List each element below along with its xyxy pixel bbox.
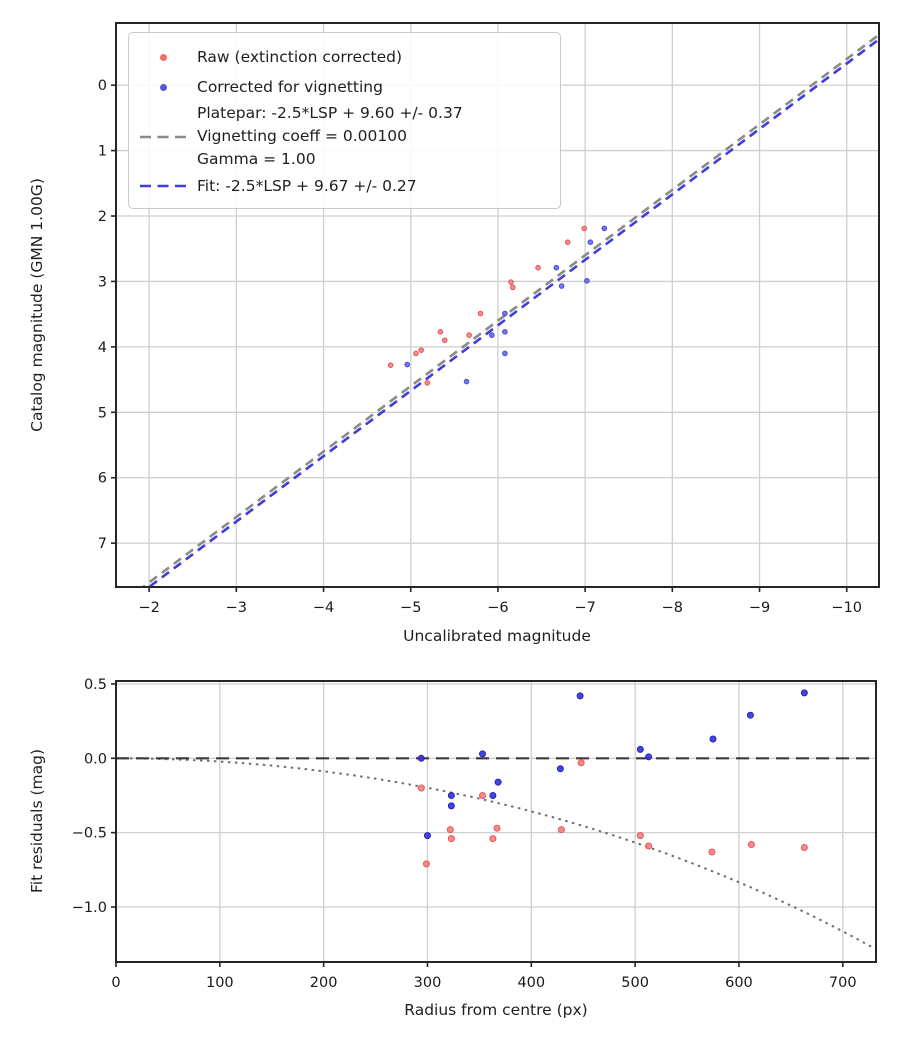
corrected-point — [405, 362, 410, 367]
vignetting-curve — [116, 758, 876, 949]
corrected-residual-point — [418, 755, 424, 761]
top-plot-ytick-label: 6 — [97, 470, 107, 487]
legend-corrected-label: Corrected for vignetting — [197, 77, 383, 96]
corrected-residual-point — [448, 803, 454, 809]
top-plot-xtick-label: −3 — [225, 600, 248, 616]
top-plot-xtick-label: −2 — [138, 600, 160, 616]
top-plot-ytick-label: 4 — [97, 339, 107, 356]
top-plot-xtick-label: −9 — [748, 600, 771, 616]
top-plot-ytick-label: 1 — [97, 143, 107, 160]
legend-row-corrected — [129, 72, 560, 102]
corrected-point — [503, 311, 508, 316]
raw-residual-point — [494, 825, 500, 831]
corrected-residual-point — [557, 766, 563, 772]
bottom-ylabel: Fit residuals (mag) — [28, 748, 46, 894]
corrected-residual-point — [448, 792, 454, 798]
raw-point — [425, 381, 430, 386]
raw-residual-point — [801, 845, 807, 851]
bottom-plot-ytick-label: −1.0 — [71, 899, 107, 916]
corrected-residual-point — [424, 833, 430, 839]
legend-raw-label: Raw (extinction corrected) — [197, 47, 403, 66]
top-plot-xtick-label: −10 — [831, 600, 863, 616]
raw-residual-point — [448, 836, 454, 842]
platepar-dashed-line-icon — [129, 135, 197, 139]
raw-point — [442, 338, 447, 343]
bottom-plot-grid — [116, 681, 876, 962]
raw-residual-point — [558, 827, 564, 833]
corrected-marker-icon — [129, 84, 197, 91]
top-plot-xtick-label: −4 — [312, 600, 335, 616]
raw-residual-point — [709, 849, 715, 855]
corrected-residual-point — [747, 712, 753, 718]
raw-point — [388, 363, 393, 368]
corrected-residual-point — [495, 779, 501, 785]
top-plot-xtick-label: −6 — [487, 600, 509, 616]
raw-point — [510, 285, 515, 290]
bottom-plot-xtick-label: 600 — [725, 975, 753, 991]
bottom-plot-lines — [116, 758, 876, 949]
corrected-residual-point — [490, 792, 496, 798]
bottom-plot-xtick-label: 500 — [621, 975, 649, 991]
top-plot-xtick-label: −5 — [400, 600, 422, 616]
raw-point — [467, 333, 472, 338]
corrected-residual-point — [577, 693, 583, 699]
raw-point — [478, 311, 483, 316]
raw-point — [509, 280, 514, 285]
corrected-residual-point — [801, 690, 807, 696]
legend-row-fit — [129, 171, 560, 201]
raw-point — [582, 226, 587, 231]
raw-residual-point — [490, 836, 496, 842]
top-xlabel: Uncalibrated magnitude — [403, 627, 591, 645]
top-plot-ytick-label: 2 — [97, 209, 107, 226]
bottom-plot-ytick-label: −0.5 — [71, 825, 107, 842]
bottom-plot-ytick-label: 0.0 — [83, 751, 107, 768]
raw-residual-point — [646, 843, 652, 849]
top-plot-ytick-label: 5 — [97, 405, 107, 422]
raw-residual-point — [748, 842, 754, 848]
bottom-plot-points — [418, 690, 807, 867]
legend-fit-label: Fit: -2.5*LSP + 9.67 +/- 0.27 — [197, 176, 417, 195]
raw-point — [536, 265, 541, 270]
raw-point — [414, 351, 419, 356]
top-ylabel: Catalog magnitude (GMN 1.00G) — [28, 178, 46, 432]
raw-residual-point — [637, 833, 643, 839]
top-plot-xtick-label: −8 — [661, 600, 684, 616]
corrected-point — [554, 265, 559, 270]
corrected-point — [503, 351, 508, 356]
corrected-point — [464, 379, 469, 384]
corrected-residual-point — [480, 751, 486, 757]
bottom-plot-xtick-label: 400 — [517, 975, 546, 991]
bottom-plot-xtick-label: 200 — [309, 975, 338, 991]
top-plot-ytick-label: 7 — [97, 536, 107, 553]
corrected-point — [602, 226, 607, 231]
top-plot-ytick-label: 0 — [97, 78, 107, 95]
corrected-residual-point — [637, 746, 643, 752]
raw-residual-point — [423, 861, 429, 867]
legend-row-raw — [129, 42, 560, 72]
bottom-xlabel: Radius from centre (px) — [404, 1001, 588, 1019]
legend-platepar-label: Platepar: -2.5*LSP + 9.60 +/- 0.37 Vignetting coeff = 0.00100 Gamma = 1.00 — [197, 104, 463, 168]
raw-point — [419, 348, 424, 353]
raw-residual-point — [418, 785, 424, 791]
corrected-residual-point — [646, 754, 652, 760]
bottom-plot-xtick-label: 300 — [413, 975, 442, 991]
top-plot-xtick-label: −7 — [574, 600, 596, 616]
fit-dashed-line-icon — [129, 184, 197, 188]
bottom-plot-xtick-label: 100 — [205, 975, 234, 991]
raw-point — [438, 330, 443, 335]
corrected-point — [490, 333, 495, 338]
raw-residual-point — [480, 792, 486, 798]
bottom-plot-spines — [116, 681, 876, 962]
raw-residual-point — [447, 827, 453, 833]
top-plot-ytick-label: 3 — [97, 274, 107, 291]
raw-point — [565, 240, 570, 245]
corrected-point — [503, 330, 508, 335]
raw-residual-point — [578, 760, 584, 766]
corrected-residual-point — [710, 736, 716, 742]
legend — [128, 32, 561, 209]
bottom-plot-xtick-label: 0 — [111, 975, 121, 991]
raw-marker-icon — [129, 54, 197, 61]
corrected-point — [559, 284, 564, 289]
bottom-plot-xtick-label: 700 — [828, 975, 857, 991]
corrected-point — [588, 240, 593, 245]
legend-row-platepar — [129, 102, 560, 171]
bottom-plot-ytick-label: 0.5 — [83, 676, 107, 693]
corrected-point — [585, 278, 590, 283]
